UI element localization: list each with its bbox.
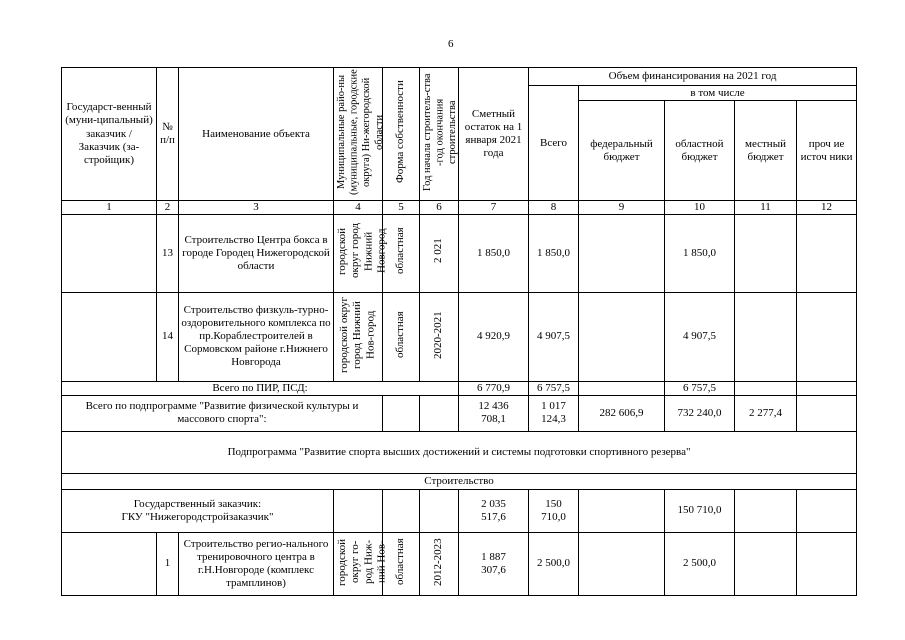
years: 2020-2021 <box>420 292 459 381</box>
column-number-row <box>62 201 857 215</box>
subprogram-title-row <box>62 431 857 473</box>
header-years: Год начала строитель-ства -год окончания строительства <box>420 68 459 201</box>
years: 2 021 <box>420 215 459 292</box>
page-number: 6 <box>448 38 454 50</box>
header-total: Всего <box>529 86 579 201</box>
total: 1 850,0 <box>529 215 579 292</box>
header-customer: Государст-венный (муни-ципальный) заказчик / Заказчик (за-стройщик) <box>62 68 157 201</box>
estimate: 1 850,0 <box>459 215 529 292</box>
customer-label: Государственный заказчик: ГКУ "Нижегородстройзаказчик" <box>62 489 334 532</box>
header-including: в том числе <box>579 86 857 101</box>
header-other: проч ие источ ники <box>797 101 857 201</box>
header-municipality: Муниципальные райо-ны (муниципальные, городские округа) Ни-жегородской области <box>334 68 383 201</box>
estimate: 6 770,9 <box>459 381 529 395</box>
estimate: 1 887 307,6 <box>459 532 529 595</box>
customer-row <box>62 489 857 532</box>
regional: 150 710,0 <box>665 489 735 532</box>
row-num: 14 <box>157 292 179 381</box>
header-local: местный бюджет <box>735 101 797 201</box>
municipality: городской округ город Нижний Новгород <box>334 215 383 292</box>
object-name: Строительство регио-нального тренировочного центра в г.Н.Новгороде (комплекс трамплинов) <box>179 532 334 595</box>
subprogram-total-label: Всего по подпрограмме "Развитие физической культуры и массового спорта": <box>62 395 383 431</box>
financing-table <box>61 67 857 596</box>
col-number: 1 <box>62 201 157 215</box>
header-ownership: Форма собственности <box>383 68 420 201</box>
col-number: 7 <box>459 201 529 215</box>
col-number: 11 <box>735 201 797 215</box>
col-number: 5 <box>383 201 420 215</box>
subprogram-total-row <box>62 395 857 431</box>
regional: 2 500,0 <box>665 532 735 595</box>
header-funding: Объем финансирования на 2021 год <box>529 68 857 86</box>
row-num: 13 <box>157 215 179 292</box>
col-number: 12 <box>797 201 857 215</box>
regional: 732 240,0 <box>665 395 735 431</box>
estimate: 12 436 708,1 <box>459 395 529 431</box>
regional: 4 907,5 <box>665 292 735 381</box>
col-number: 9 <box>579 201 665 215</box>
ownership: областная <box>383 532 420 595</box>
local: 2 277,4 <box>735 395 797 431</box>
ownership: областная <box>383 215 420 292</box>
col-number: 2 <box>157 201 179 215</box>
total: 6 757,5 <box>529 381 579 395</box>
total: 150 710,0 <box>529 489 579 532</box>
table-row <box>62 532 857 595</box>
ownership: областная <box>383 292 420 381</box>
header-regional: областной бюджет <box>665 101 735 201</box>
regional: 6 757,5 <box>665 381 735 395</box>
col-number: 8 <box>529 201 579 215</box>
total: 1 017 124,3 <box>529 395 579 431</box>
years: 2012-2023 <box>420 532 459 595</box>
estimate: 4 920,9 <box>459 292 529 381</box>
col-number: 3 <box>179 201 334 215</box>
col-number: 6 <box>420 201 459 215</box>
total: 4 907,5 <box>529 292 579 381</box>
regional: 1 850,0 <box>665 215 735 292</box>
federal: 282 606,9 <box>579 395 665 431</box>
pir-total-label: Всего по ПИР, ПСД: <box>62 381 459 395</box>
section-title-row <box>62 473 857 489</box>
estimate: 2 035 517,6 <box>459 489 529 532</box>
header-object-name: Наименование объекта <box>179 68 334 201</box>
object-name: Строительство физкуль-турно-оздоровительного комплекса по пр.Кораблестроителей в Сормовском районе г.Нижнего Новгорода <box>179 292 334 381</box>
subprogram-title: Подпрограмма "Развитие спорта высших достижений и системы подготовки спортивного резерва" <box>62 431 857 473</box>
header-federal: федеральный бюджет <box>579 101 665 201</box>
object-name: Строительство Центра бокса в городе Городец Нижегородской области <box>179 215 334 292</box>
table-row <box>62 292 857 381</box>
header-num: № п/п <box>157 68 179 201</box>
row-num: 1 <box>157 532 179 595</box>
municipality: городской округ город Нижний Нов-город <box>334 292 383 381</box>
col-number: 4 <box>334 201 383 215</box>
pir-total-row <box>62 381 857 395</box>
section-title: Строительство <box>62 473 857 489</box>
total: 2 500,0 <box>529 532 579 595</box>
header-estimate: Сметный остаток на 1 января 2021 года <box>459 68 529 201</box>
table-row <box>62 215 857 292</box>
municipality: городской округ го-род Ниж-ний Нов- <box>334 532 383 595</box>
col-number: 10 <box>665 201 735 215</box>
